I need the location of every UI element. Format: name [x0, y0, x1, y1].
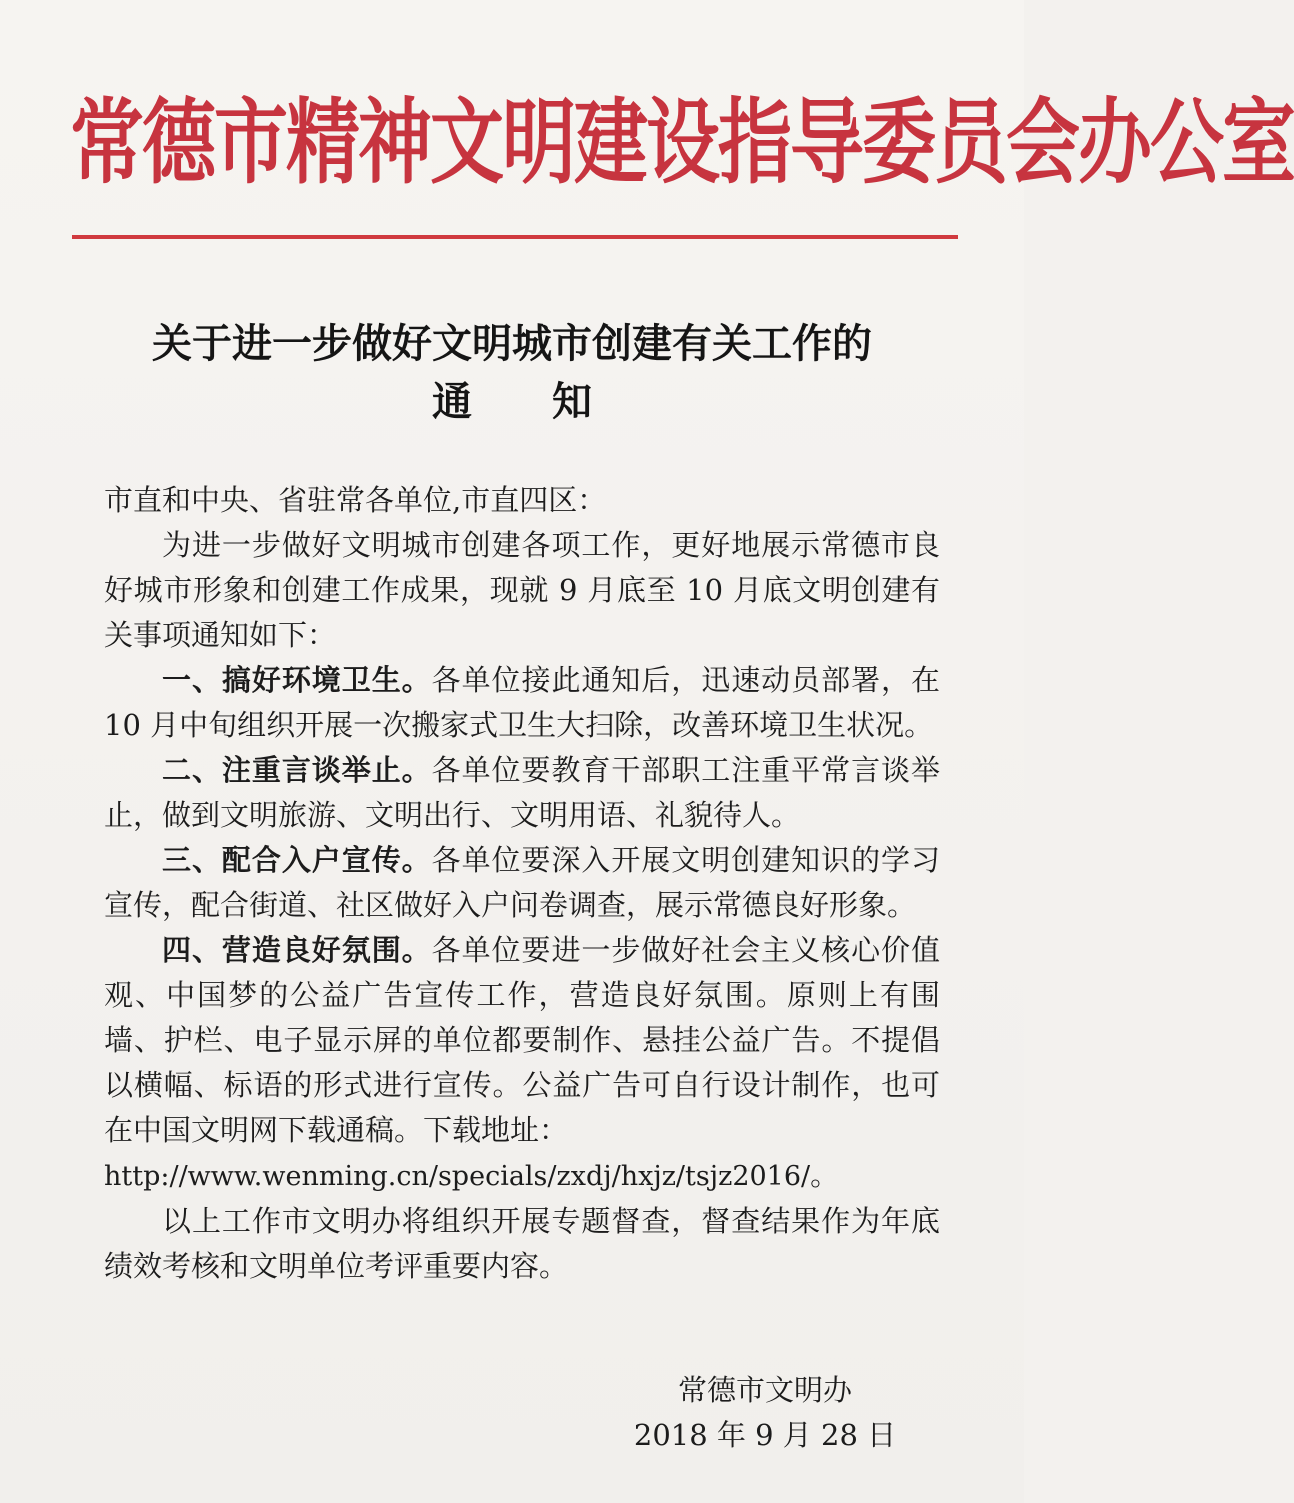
intro-paragraph: 为进一步做好文明城市创建各项工作，更好地展示常德市良好城市形象和创建工作成果，现就 9 月底至 10 月底文明创建有关事项通知如下： [104, 528, 940, 652]
notice-body [104, 478, 940, 1289]
item-heading-2: 二、注重言谈举止。 [162, 753, 432, 787]
item-text-1: 各单位接此通知后，迅速动员部署，在 10 月中旬组织开展一次搬家式卫生大扫除，改善环境卫生状况。 [104, 663, 940, 742]
letterhead-divider [72, 235, 958, 239]
salutation: 市直和中央、省驻常各单位,市直四区： [104, 483, 607, 517]
url-suffix: 。 [810, 1158, 840, 1192]
signature-date: 2018 年 9 月 28 日 [633, 1418, 897, 1452]
download-url[interactable]: http://www.wenming.cn/specials/zxdj/hxjz/tsjz2016/ [104, 1161, 811, 1192]
notice-title-line2: 通知 [432, 378, 672, 425]
signature-org: 常德市文明办 [677, 1373, 852, 1407]
item-heading-3: 三、配合入户宣传。 [162, 843, 432, 877]
item-paragraph-3 [104, 838, 940, 928]
item-heading-4: 四、营造良好氛围。 [162, 933, 432, 967]
letterhead-title: 常德市精神文明建设指导委员会办公室 [70, 89, 1294, 197]
item-text-3: 各单位要深入开展文明创建知识的学习宣传，配合街道、社区做好入户问卷调查，展示常德良好形象。 [104, 843, 940, 922]
item-paragraph-2 [104, 748, 940, 838]
item-heading-1: 一、搞好环境卫生。 [162, 663, 432, 697]
item-paragraph-4 [104, 928, 940, 1199]
item-paragraph-1 [104, 658, 940, 748]
item-text-2: 各单位要教育干部职工注重平常言谈举止，做到文明旅游、文明出行、文明用语、礼貌待人。 [104, 753, 940, 832]
item-text-4: 各单位要进一步做好社会主义核心价值观、中国梦的公益广告宣传工作，营造良好氛围。原则上有围墙、护栏、电子显示屏的单位都要制作、悬挂公益广告。不提倡以横幅、标语的形式进行宣传。公益广告可自行设计制作，也可在中国文明网下载通稿。下载地址： [104, 933, 940, 1147]
closing-paragraph: 以上工作市文明办将组织开展专题督查，督查结果作为年底绩效考核和文明单位考评重要内容。 [104, 1204, 940, 1283]
notice-title-line1: 关于进一步做好文明城市创建有关工作的 [152, 320, 872, 367]
